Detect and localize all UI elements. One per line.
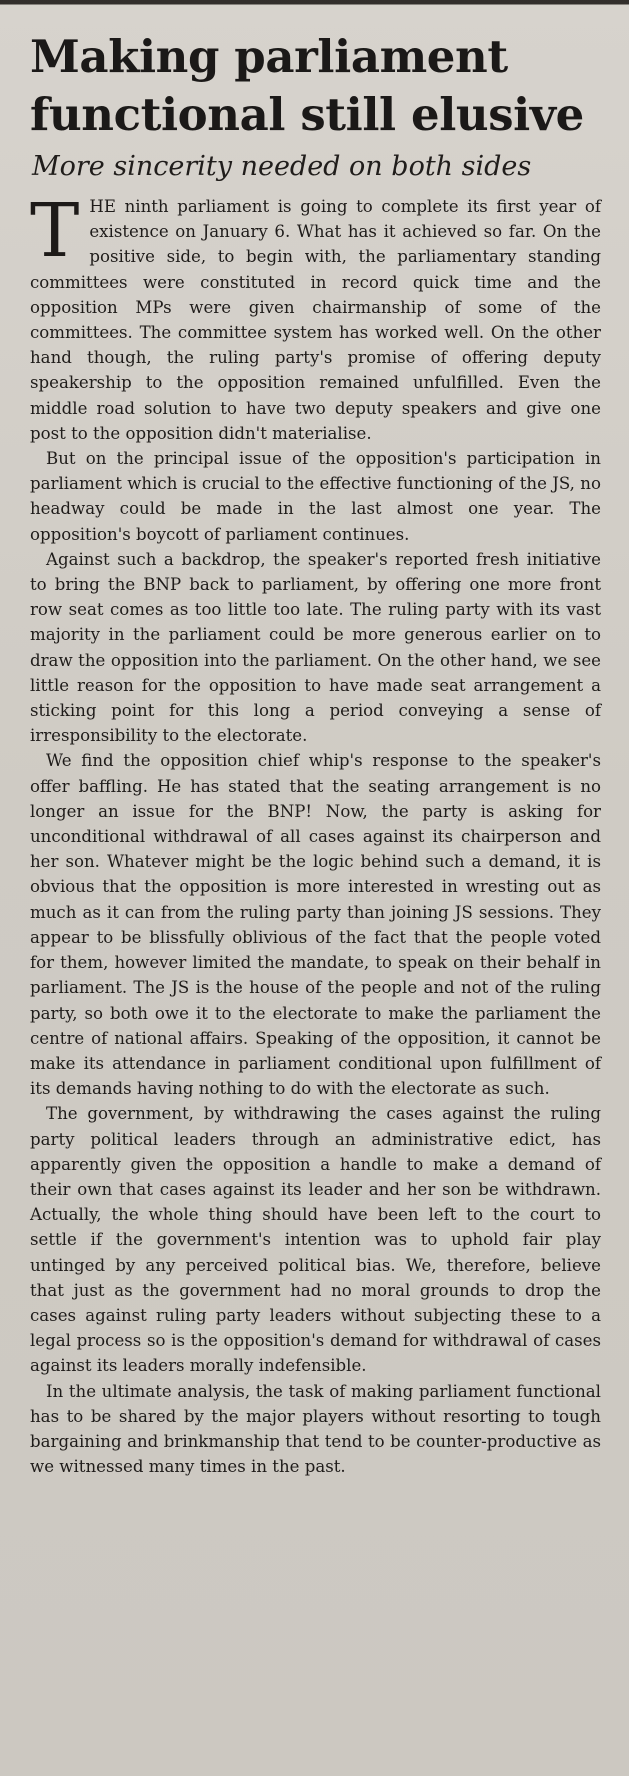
article-headline: Making parliament functional still elusive [30, 30, 584, 141]
article-subheadline: More sincerity needed on both sides [32, 151, 532, 182]
article-paragraph: But on the principal issue of the opposition's participation in parliament which is crucial to the effective functioning of the JS, no headway could be made in the last almost one year. The opposition's boycott of parliament continues. [30, 449, 601, 544]
drop-cap: T [30, 188, 80, 274]
article-body [30, 188, 601, 1479]
article-paragraph [30, 188, 601, 446]
article-paragraph: The government, by withdrawing the cases against the ruling party political leaders through an administrative edict, has apparently given the opposition a handle to make a demand of their own that cases against its leader and her son be withdrawn. Actually, the whole thing should have been left to the court to settle if the government's intention was to uphold fair play untinged by any perceived political bias. We, therefore, believe that just as the government had no moral grounds to drop the cases against ruling party leaders without subjecting these to a legal process so is the opposition's demand for withdrawal of cases against its leaders morally indefensible. [30, 1104, 601, 1376]
first-paragraph-text: HE ninth parliament is going to complete its first year of existence on January 6. What has it achieved so far. On the positive side, to begin with, the parliamentary standing committees were constituted in record quick time and the opposition MPs were given chairmanship of some of the committees. The committee system has worked well. On the other hand though, the ruling party's promise of offering deputy speakership to the opposition remained unfulfilled. Even the middle road solution to have two deputy speakers and give one post to the opposition didn't materialise. [30, 197, 601, 443]
article-paragraph: We find the opposition chief whip's response to the speaker's offer baffling. He has stated that the seating arrangement is no longer an issue for the BNP! Now, the party is asking for unconditional withdrawal of all cases against its chairperson and her son. Whatever might be the logic behind such a demand, it is obvious that the opposition is more interested in wresting out as much as it can from the ruling party than joining JS sessions. They appear to be blissfully oblivious of the fact that the people voted for them, however limited the mandate, to speak on their behalf in parliament. The JS is the house of the people and not of the ruling party, so both owe it to the electorate to make the parliament the centre of national affairs. Speaking of the opposition, it cannot be make its attendance in parliament conditional upon fulfillment of its demands having nothing to do with the electorate as such. [30, 751, 601, 1099]
article-paragraph: In the ultimate analysis, the task of making parliament functional has to be shared by the major players without resorting to tough bargaining and brinkmanship that tend to be counter-productive as we witnessed many times in the past. [30, 1381, 601, 1477]
article-paragraph: Against such a backdrop, the speaker's reported fresh initiative to bring the BNP back to parliament, by offering one more front row seat comes as too little too late. The ruling party with its vast majority in the parliament could be more generous earlier on to draw the opposition into the parliament. On the other hand, we see little reason for the opposition to have made seat arrangement a sticking point for this long a period conveying a sense of irresponsibility to the electorate. [30, 549, 601, 746]
top-rule-divider [0, 0, 629, 10]
